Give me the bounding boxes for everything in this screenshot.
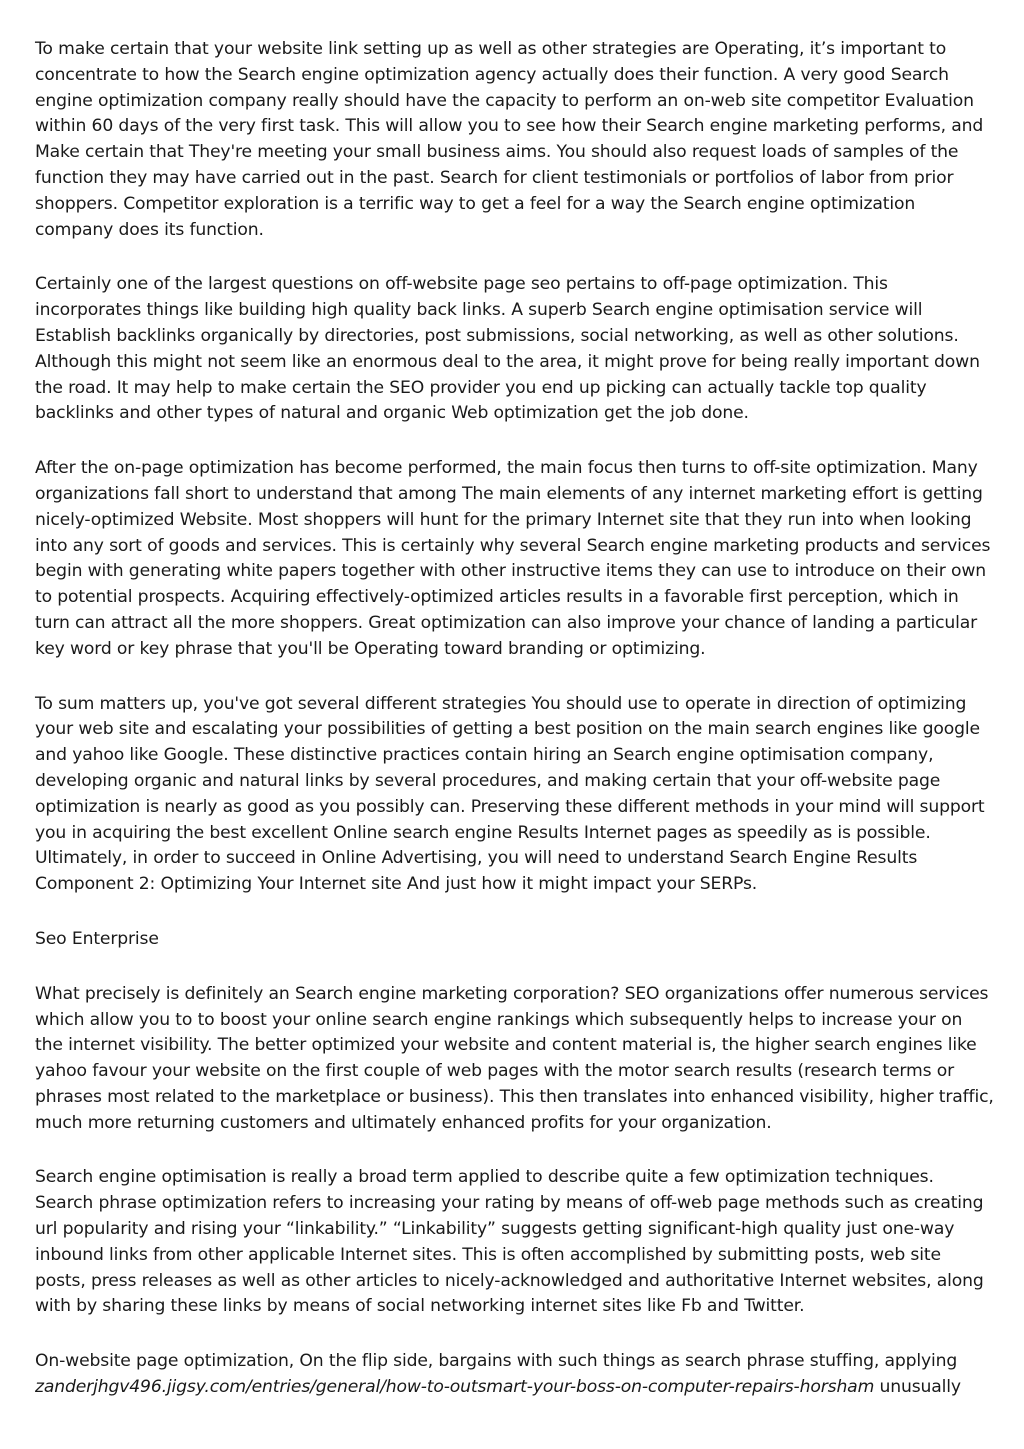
paragraph-2: Certainly one of the largest questions on off-website page seo pertains to off-page optimization. This incorporates things like building high quality back links. A superb Search engine optimisation service will Establish backlinks organically by directories, post submissions, social networking, as well as other solutions. Although this might not seem like an enormous deal to the area, it might prove for being really important down the road. It may help to make certain the SEO provider you end up picking can actually tackle top quality backlinks and other types of natural and organic Web optimization get the job done. <box>35 274 980 424</box>
paragraph-3: After the on-page optimization has become performed, the main focus then turns to off-site optimization. Many organizations fall short to understand that among The main elements of any internet marketing effort is getting nicely-optimized Website. Most shoppers will hunt for the primary Internet site that they run into when looking into any sort of goods and services. This is certainly why several Search engine marketing products and services begin with generating white papers together with other instructive items they can use to introduce on their own to potential prospects. Acquiring effectively-optimized articles results in a favorable first perception, which in turn can attract all the more shoppers. Great optimization can also improve your chance of landing a particular key word or key phrase that you'll be Operating toward branding or optimizing. <box>35 458 991 659</box>
article-url-link[interactable]: zanderjhgv496.jigsy.com/entries/general/how-to-outsmart-your-boss-on-computer-repairs-horsham <box>35 1377 875 1398</box>
document-page <box>35 37 995 1430</box>
paragraph-7 <box>35 1349 995 1401</box>
paragraph-1: To make certain that your website link setting up as well as other strategies are Operating, it’s important to concentrate to how the Search engine optimization agency actually does their function. A very good Search engine optimization company really should have the capacity to perform an on-web site competitor Evaluation within 60 days of the very first task. This will allow you to see how their Search engine marketing performs, and Make certain that They're meeting your small business aims. You should also request loads of samples of the function they may have carried out in the past. Search for client testimonials or portfolios of labor from prior shoppers. Competitor exploration is a terrific way to get a feel for a way the Search engine optimization company does its function. <box>35 39 984 240</box>
paragraph-7-text-end: unusually <box>874 1377 961 1398</box>
paragraph-4: To sum matters up, you've got several different strategies You should use to operate in direction of optimizing your web site and escalating your possibilities of getting a best position on the main search engines like google and yahoo like Google. These distinctive practices contain hiring an Search engine optimisation company, developing organic and natural links by several procedures, and making certain that your off-website page optimization is nearly as good as you possibly can. Preserving these different methods in your mind will support you in acquiring the best excellent Online search engine Results Internet pages as speedily as is possible. Ultimately, in order to succeed in Online Advertising, you will need to understand Search Engine Results Component 2: Optimizing Your Internet site And just how it might impact your SERPs. <box>35 693 985 895</box>
paragraph-6: Search engine optimisation is really a broad term applied to describe quite a few optimization techniques. Search phrase optimization refers to increasing your rating by means of off-web page methods such as creating url popularity and rising your “linkability.” “Linkability” suggests getting significant-high quality just one-way inbound links from other applicable Internet sites. This is often accomplished by submitting posts, web site posts, press releases as well as other articles to nicely-acknowledged and authoritative Internet websites, along with by sharing these links by means of social networking internet sites like Fb and Twitter. <box>35 1167 984 1317</box>
section-heading: Seo Enterprise <box>35 928 159 949</box>
paragraph-7-text-start: On-website page optimization, On the flip side, bargains with such things as search phrase stuffing, applying <box>35 1351 958 1372</box>
paragraph-5: What precisely is definitely an Search engine marketing corporation? SEO organizations offer numerous services which allow you to to boost your online search engine rankings which subsequently helps to increase your on the internet visibility. The better optimized your website and content material is, the higher search engines like yahoo favour your website on the first couple of web pages with the motor search results (research terms or phrases most related to the marketplace or business). This then translates into enhanced visibility, higher traffic, much more returning customers and ultimately enhanced profits for your organization. <box>35 983 994 1133</box>
